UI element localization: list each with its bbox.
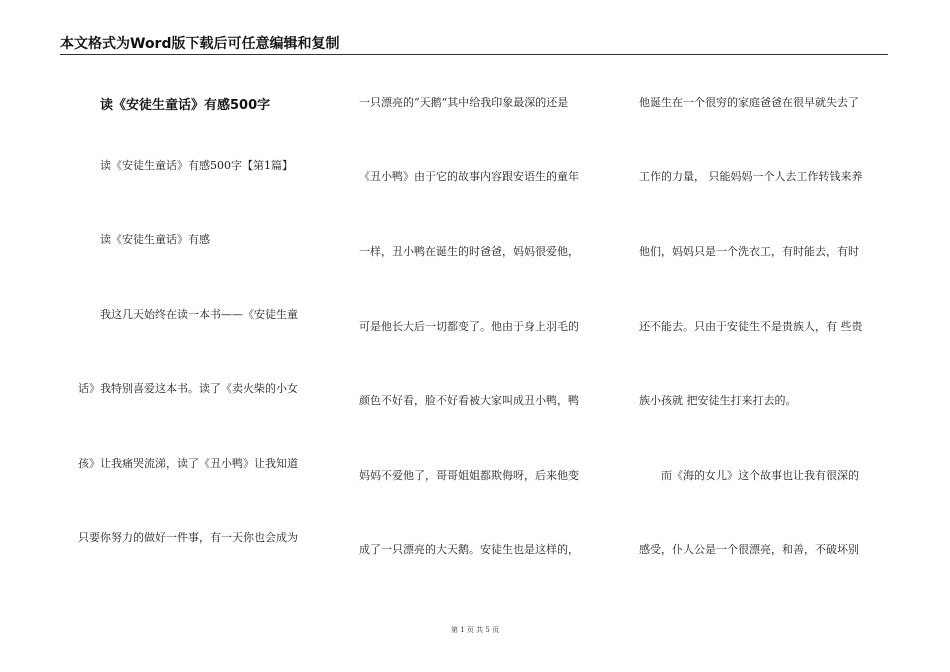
text-line: 话》我特别喜爱这本书。读了《卖火柴的小女: [78, 382, 298, 395]
text-line: 一只漂亮的“天鹅“其中给我印象最深的还是: [359, 96, 569, 109]
page-footer: 第 1 页 共 5 页: [450, 626, 500, 634]
text-line: 成了一只漂亮的大天鹅。安徒生也是这样的，: [359, 543, 579, 556]
text-line: 读《安徒生童话》有感: [100, 233, 210, 246]
text-line: 只要你努力的做好一件事，有一天你也会成为: [78, 531, 298, 544]
text-line: 一样，丑小鸭在诞生的时爸爸，妈妈很爱他，: [359, 245, 579, 258]
text-line: 可是他长大后一切都变了。他由于身上羽毛的: [359, 320, 579, 333]
text-line: 《丑小鸭》由于它的故事内容跟安语生的童年: [359, 170, 579, 183]
text-line: 孩》让我痛哭流涕，读了《丑小鸭》让我知道: [78, 457, 298, 470]
text-line: 妈妈不爱他了，哥哥姐姐都欺侮呀，后来他变: [359, 469, 579, 482]
text-line: 颜色不好看，脸不好看被大家叫成丑小鸭，鸭: [359, 394, 579, 407]
text-line: 族小孩就 把安徒生打来打去的。: [639, 394, 797, 407]
text-line: 而《海的女儿》这个故事也让我有很深的: [661, 469, 859, 482]
text-line: 感受，仆人公是一个很漂亮，和善，不破坏别: [639, 543, 859, 556]
text-line: 我这几天始终在读一本书——《安徒生童: [100, 308, 298, 321]
text-line: 读《安徒生童话》有感500字【第1篇】: [100, 159, 293, 172]
text-line: 他们，妈妈只是一个洗衣工，有时能去，有时: [639, 245, 859, 258]
text-line: 他诞生在一个很穷的家庭爸爸在很早就失去了: [639, 96, 859, 109]
document-title: 读《安徒生童话》有感500字: [100, 98, 271, 113]
text-line: 还不能去。只由于安徒生不是贵族人，有 些贵: [639, 320, 863, 333]
text-line: 工作的力量， 只能妈妈一个人去工作转钱来养: [639, 170, 863, 183]
header-notice: 本文格式为Word版下载后可任意编辑和复制: [60, 36, 340, 52]
document-header: [60, 30, 888, 55]
